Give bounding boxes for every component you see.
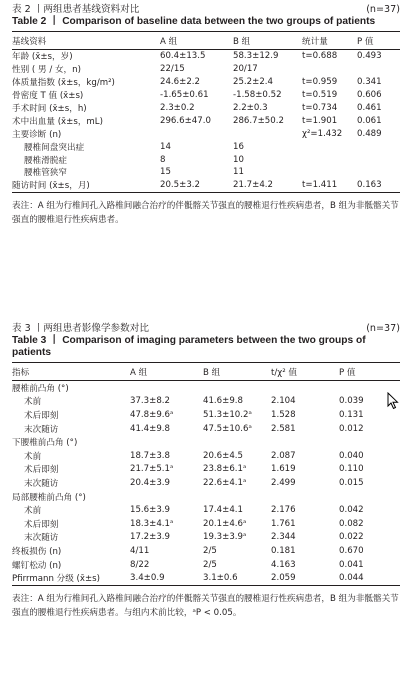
table-cell: 0.061 — [357, 115, 382, 126]
table-cell: t=0.688 — [302, 51, 338, 62]
header-cell: B 组 — [203, 367, 221, 378]
table-cell: 3.4±0.9 — [130, 573, 165, 584]
table-cell: 15 — [160, 167, 171, 178]
table-cell — [357, 140, 400, 153]
header-cell: 统计量 — [302, 36, 328, 47]
table-row — [12, 449, 400, 463]
row-label: Pfirrmann 分级 (x̄±s) — [12, 574, 101, 585]
table-row — [12, 50, 400, 63]
table-cell — [203, 490, 271, 504]
table-row — [12, 127, 400, 140]
table-cell: 22/15 — [160, 64, 185, 75]
table-cell: 37.3±8.2 — [130, 396, 171, 407]
header-cell: B 组 — [233, 36, 251, 47]
table-2 — [12, 4, 400, 227]
table-cell: 17.2±3.9 — [130, 532, 171, 543]
table-cell: 20.4±3.9 — [130, 477, 171, 488]
table-cell: 2.581 — [271, 423, 296, 434]
header-cell: P 值 — [357, 36, 374, 47]
table-cell: -1.58±0.52 — [233, 90, 282, 101]
table-cell: 20.6±4.5 — [203, 450, 244, 461]
table-cell: 2.087 — [271, 450, 296, 461]
row-label: 末次随访 — [24, 424, 59, 435]
table-cell — [302, 63, 357, 76]
table-3 — [12, 323, 400, 620]
table-row — [12, 102, 400, 115]
table-cell: 4/11 — [130, 545, 150, 556]
table-cell — [357, 166, 400, 179]
table-cell — [271, 381, 339, 395]
mouse-pointer-icon — [387, 392, 399, 410]
header-cell: 基线资料 — [12, 36, 47, 47]
table-cell — [203, 381, 271, 395]
table-label-cn: 表 3 丨两组患者影像学参数对比 — [12, 323, 149, 334]
table-cell: t=1.901 — [302, 115, 338, 126]
table-cell: 2.059 — [271, 573, 296, 584]
table-cell: 0.042 — [339, 505, 364, 516]
table-cell: 0.181 — [271, 545, 296, 556]
imaging-table — [12, 363, 400, 585]
table-cell: 19.3±3.9ᵃ — [203, 532, 247, 543]
table-cell — [271, 490, 339, 504]
row-label: 腰椎间盘突出症 — [24, 142, 85, 153]
table-row — [12, 435, 400, 449]
table-row — [12, 140, 400, 153]
baseline-table — [12, 32, 400, 192]
table-label-cn: 表 2 丨两组患者基线资料对比 — [12, 4, 140, 15]
table-cell: 0.022 — [339, 532, 364, 543]
table-cell: 0.082 — [339, 518, 364, 529]
table-cell: 2.176 — [271, 505, 296, 516]
table-cell: 11 — [233, 167, 244, 178]
table-row — [12, 408, 400, 422]
table-row — [12, 490, 400, 504]
table-cell: -1.65±0.61 — [160, 90, 209, 101]
table-cell: 0.131 — [339, 409, 364, 420]
table-cell: t=0.734 — [302, 103, 338, 113]
table-row — [12, 89, 400, 102]
table-cell — [302, 153, 357, 166]
table-cell: 286.7±50.2 — [233, 115, 284, 126]
table-row — [12, 571, 400, 585]
table-cell: 60.4±13.5 — [160, 51, 206, 62]
table-cell: 1.619 — [271, 464, 296, 475]
table-cell: 58.3±12.9 — [233, 51, 279, 62]
table-cell: 41.6±9.8 — [203, 396, 244, 407]
table-cell — [130, 381, 203, 395]
table-note: 表注：A 组为行椎间孔入路椎间融合治疗的伴骶髂关节强直的腰椎退行性疾病患者，B 组为非骶髂关节强直的腰椎退行性疾病患者。 — [12, 200, 399, 225]
table-cell: t=1.411 — [302, 180, 338, 191]
table-title-en: Table 2 丨 Comparison of baseline data between the two groups of patients — [12, 16, 376, 27]
table-cell: 0.012 — [339, 423, 364, 434]
row-label: 腰椎滑脱症 — [24, 155, 67, 166]
table-cell: 0.461 — [357, 103, 382, 113]
table-cell: 10 — [233, 154, 244, 165]
row-label: 腰椎前凸角 (°) — [12, 383, 69, 394]
table-cell: 0.040 — [339, 450, 364, 461]
table-cell — [339, 435, 400, 449]
row-label: 随访时间 (x̄±s，月) — [12, 181, 90, 192]
table-cell: 2/5 — [203, 545, 217, 556]
table-cell: 2.104 — [271, 396, 296, 407]
row-label: 腰椎管狭窄 — [24, 168, 67, 179]
table-cell: 4.163 — [271, 559, 296, 570]
table-row — [12, 381, 400, 395]
table-title-cn — [12, 4, 400, 16]
table-cell: 20/17 — [233, 64, 258, 75]
table-cell: 0.489 — [357, 128, 382, 139]
table-row — [12, 476, 400, 490]
row-label: 末次随访 — [24, 478, 59, 489]
table-cell — [160, 127, 233, 140]
table-cell: 8 — [160, 154, 166, 165]
table-cell: 0.039 — [339, 396, 364, 407]
table-row — [12, 544, 400, 558]
bottom-rule — [12, 585, 400, 586]
table-cell: 18.3±4.1ᵃ — [130, 518, 174, 529]
table-row — [12, 422, 400, 436]
table-cell: 0.015 — [339, 477, 364, 488]
table-cell — [302, 166, 357, 179]
row-label: 主要诊断 (n) — [12, 129, 62, 140]
table-cell: 16 — [233, 141, 244, 152]
row-label: 骨密度 T 值 (x̄±s) — [12, 91, 84, 102]
table-note: 表注：A 组为行椎间孔入路椎间融合治疗的伴骶髂关节强直的腰椎退行性疾病患者，B 组为非骶髂关节强直的腰椎退行性疾病患者。与组内术前比较，ᵃP < 0.05。 — [12, 593, 399, 618]
table-cell: 23.8±6.1ᵃ — [203, 464, 247, 475]
table-cell: χ²=1.432 — [302, 128, 343, 139]
table-cell: 14 — [160, 141, 171, 152]
table-cell: 0.041 — [339, 559, 364, 570]
row-label: 终板损伤 (n) — [12, 546, 62, 557]
table-cell: 1.761 — [271, 518, 296, 529]
table-cell: 0.606 — [357, 90, 382, 101]
table-cell: 0.044 — [339, 573, 364, 584]
row-label: 术前 — [24, 451, 42, 462]
table-row — [12, 503, 400, 517]
row-label: 体质量指数 (x̄±s，kg/m²) — [12, 78, 115, 89]
row-label: 手术时间 (x̄±s，h) — [12, 104, 87, 114]
row-label: 螺钉松动 (n) — [12, 560, 62, 571]
table-cell: 8/22 — [130, 559, 150, 570]
table-row — [12, 558, 400, 572]
table-cell: 25.2±2.4 — [233, 77, 274, 88]
table-cell — [302, 140, 357, 153]
table-row — [12, 76, 400, 89]
table-cell: 2.344 — [271, 532, 296, 543]
table-cell: 2.2±0.3 — [233, 103, 268, 113]
row-label: 术后即刻 — [24, 519, 59, 530]
table-row — [12, 153, 400, 166]
table-row — [12, 166, 400, 179]
table-row — [12, 531, 400, 545]
row-label: 术后即刻 — [24, 410, 59, 421]
table-row — [12, 114, 400, 127]
table-cell: 2.499 — [271, 477, 296, 488]
header-cell: 指标 — [12, 367, 30, 378]
table-cell: 0.341 — [357, 77, 382, 88]
table-cell: 0.493 — [357, 51, 382, 62]
row-label: 术中出血量 (x̄±s，mL) — [12, 116, 103, 127]
row-label: 末次随访 — [24, 533, 59, 544]
row-label: 年龄 (x̄±s，岁) — [12, 52, 73, 63]
table-title-cn — [12, 323, 400, 335]
table-cell: 0.110 — [339, 464, 364, 475]
table-cell: 296.6±47.0 — [160, 115, 211, 126]
row-label: 术前 — [24, 397, 42, 408]
table-cell: 21.7±4.2 — [233, 180, 274, 191]
table-cell: 2/5 — [203, 559, 217, 570]
table-row — [12, 463, 400, 477]
table-row — [12, 63, 400, 76]
table-cell: 1.528 — [271, 409, 296, 420]
table-cell — [357, 63, 400, 76]
row-label: 性别 ( 男 / 女，n) — [12, 65, 81, 76]
table-cell — [357, 153, 400, 166]
table-cell: 47.5±10.6ᵃ — [203, 423, 252, 434]
table-title-en: Table 3 丨 Comparison of imaging parameters between the two groups of patients — [12, 335, 366, 358]
row-label: 术前 — [24, 506, 42, 517]
row-label: 下腰椎前凸角 (°) — [12, 438, 78, 449]
table-row — [12, 395, 400, 409]
table-row — [12, 179, 400, 192]
table-cell: 47.8±9.6ᵃ — [130, 409, 174, 420]
table-header-row — [12, 32, 400, 50]
table-cell: t=0.959 — [302, 77, 338, 88]
table-cell: 0.163 — [357, 180, 382, 191]
table-cell — [203, 435, 271, 449]
table-header-row — [12, 363, 400, 381]
table-cell: 20.5±3.2 — [160, 180, 201, 191]
table-n: (n=37) — [366, 4, 400, 15]
table-cell: 17.4±4.1 — [203, 505, 244, 516]
table-cell — [130, 435, 203, 449]
row-label: 局部腰椎前凸角 (°) — [12, 492, 86, 503]
header-cell: t/χ² 值 — [271, 367, 297, 378]
table-cell — [271, 435, 339, 449]
bottom-rule — [12, 192, 400, 193]
table-cell — [339, 490, 400, 504]
table-cell — [130, 490, 203, 504]
table-cell: 0.670 — [339, 545, 364, 556]
table-cell: 15.6±3.9 — [130, 505, 171, 516]
table-cell: 21.7±5.1ᵃ — [130, 464, 174, 475]
table-cell: 18.7±3.8 — [130, 450, 171, 461]
table-cell: t=0.519 — [302, 90, 338, 101]
table-cell: 51.3±10.2ᵃ — [203, 409, 252, 420]
table-cell: 2.3±0.2 — [160, 103, 195, 113]
header-cell: P 值 — [339, 367, 356, 378]
table-cell — [233, 127, 302, 140]
table-cell: 20.1±4.6ᵃ — [203, 518, 247, 529]
header-cell: A 组 — [160, 36, 178, 47]
header-cell: A 组 — [130, 367, 148, 378]
table-cell: 3.1±0.6 — [203, 573, 238, 584]
table-cell: 22.6±4.1ᵃ — [203, 477, 247, 488]
table-row — [12, 517, 400, 531]
table-cell: 41.4±9.8 — [130, 423, 171, 434]
table-n: (n=37) — [366, 323, 400, 334]
table-cell: 24.6±2.2 — [160, 77, 201, 88]
row-label: 术后即刻 — [24, 465, 59, 476]
